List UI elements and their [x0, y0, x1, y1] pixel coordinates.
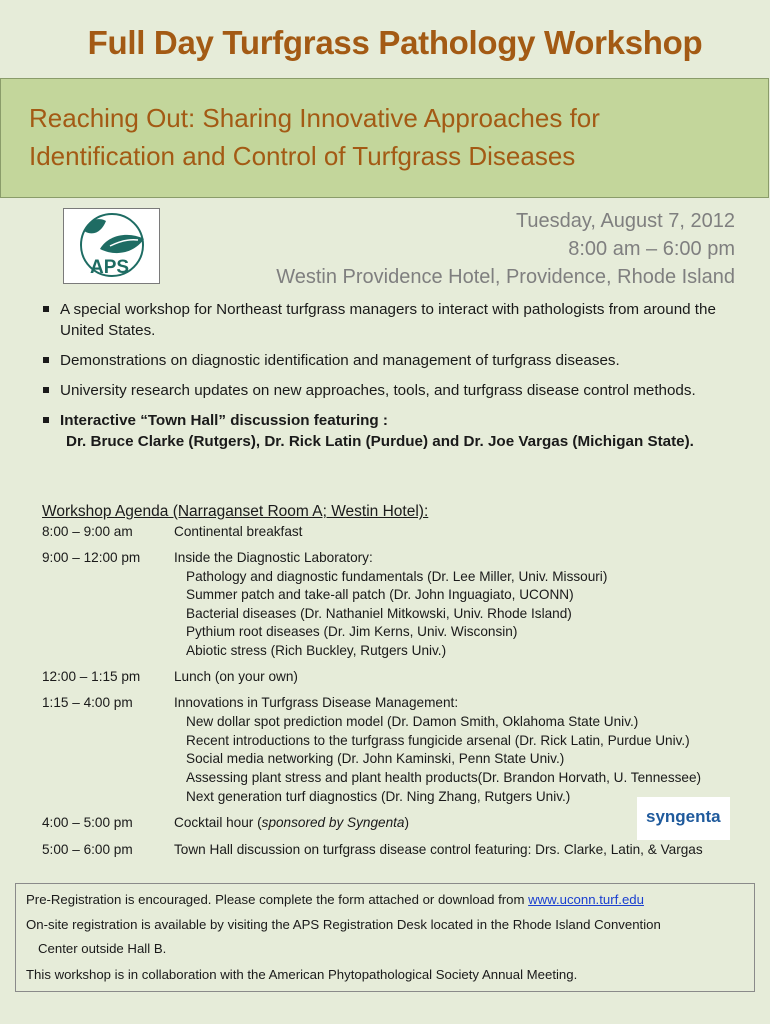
- agenda-desc: Lunch (on your own): [174, 669, 298, 684]
- agenda-time: 1:15 – 4:00 pm: [42, 695, 133, 710]
- registration-link[interactable]: www.uconn.turf.edu: [528, 892, 644, 907]
- page-title: Full Day Turfgrass Pathology Workshop: [87, 24, 703, 61]
- agenda-desc: Innovations in Turfgrass Disease Management:: [174, 695, 459, 710]
- bullet-icon: [43, 387, 49, 393]
- town-hall-item: [42, 410, 747, 452]
- collaboration-note: This workshop is in collaboration with the American Phytopathological Society Annual Meeting.: [26, 967, 578, 982]
- pre-registration-text: Pre-Registration is encouraged. Please complete the form attached or download from www.uconn.turf.edu: [26, 892, 644, 907]
- bullet-icon: [43, 417, 49, 423]
- town-hall-heading: Interactive “Town Hall” discussion featuring :: [60, 412, 388, 429]
- agenda-time: 8:00 – 9:00 am: [42, 524, 133, 539]
- event-info: [276, 207, 735, 291]
- syngenta-logo-text: syngenta: [646, 807, 721, 826]
- bullet-icon: [43, 357, 49, 363]
- event-location: Westin Providence Hotel, Providence, Rhode Island: [276, 266, 735, 288]
- town-hall-speakers: Dr. Bruce Clarke (Rutgers), Dr. Rick Latin (Purdue) and Dr. Joe Vargas (Michigan State).: [66, 433, 694, 450]
- syngenta-logo: [637, 797, 730, 840]
- onsite-registration-line-1: On-site registration is available by visiting the APS Registration Desk located in the Rhode Island Convention: [26, 917, 661, 932]
- agenda-desc: Town Hall discussion on turfgrass disease control featuring: Drs. Clarke, Latin, & Vargas: [174, 842, 703, 857]
- agenda-desc: Cocktail hour (sponsored by Syngenta): [174, 815, 410, 830]
- agenda-time: 5:00 – 6:00 pm: [42, 842, 133, 857]
- sponsor-note: sponsored by Syngenta: [261, 815, 405, 830]
- aps-logo: [63, 208, 160, 284]
- agenda-time: 4:00 – 5:00 pm: [42, 815, 133, 830]
- event-time: 8:00 am – 6:00 pm: [568, 238, 735, 260]
- onsite-registration-line-2: Center outside Hall B.: [38, 941, 167, 956]
- agenda-desc: Continental breakfast: [174, 524, 303, 539]
- subtitle-line-2: Identification and Control of Turfgrass Diseases: [29, 141, 576, 171]
- agenda-time: 12:00 – 1:15 pm: [42, 669, 141, 684]
- logo-text: APS: [90, 257, 130, 278]
- list-item: University research updates on new approaches, tools, and turfgrass disease control methods.: [42, 380, 747, 401]
- list-item: A special workshop for Northeast turfgrass managers to interact with pathologists from around the United States.: [42, 299, 747, 341]
- agenda-title: Workshop Agenda (Narraganset Room A; Westin Hotel):: [42, 503, 429, 520]
- agenda-desc: Inside the Diagnostic Laboratory:: [174, 550, 373, 565]
- list-item: Demonstrations on diagnostic identification and management of turfgrass diseases.: [42, 350, 747, 371]
- subtitle-banner: [0, 78, 769, 198]
- bullet-icon: [43, 306, 49, 312]
- highlights-list: [42, 299, 747, 461]
- registration-box: [15, 883, 755, 992]
- agenda-time: 9:00 – 12:00 pm: [42, 550, 141, 565]
- subtitle-line-1: Reaching Out: Sharing Innovative Approaches for: [29, 103, 600, 133]
- event-date: Tuesday, August 7, 2012: [515, 210, 735, 232]
